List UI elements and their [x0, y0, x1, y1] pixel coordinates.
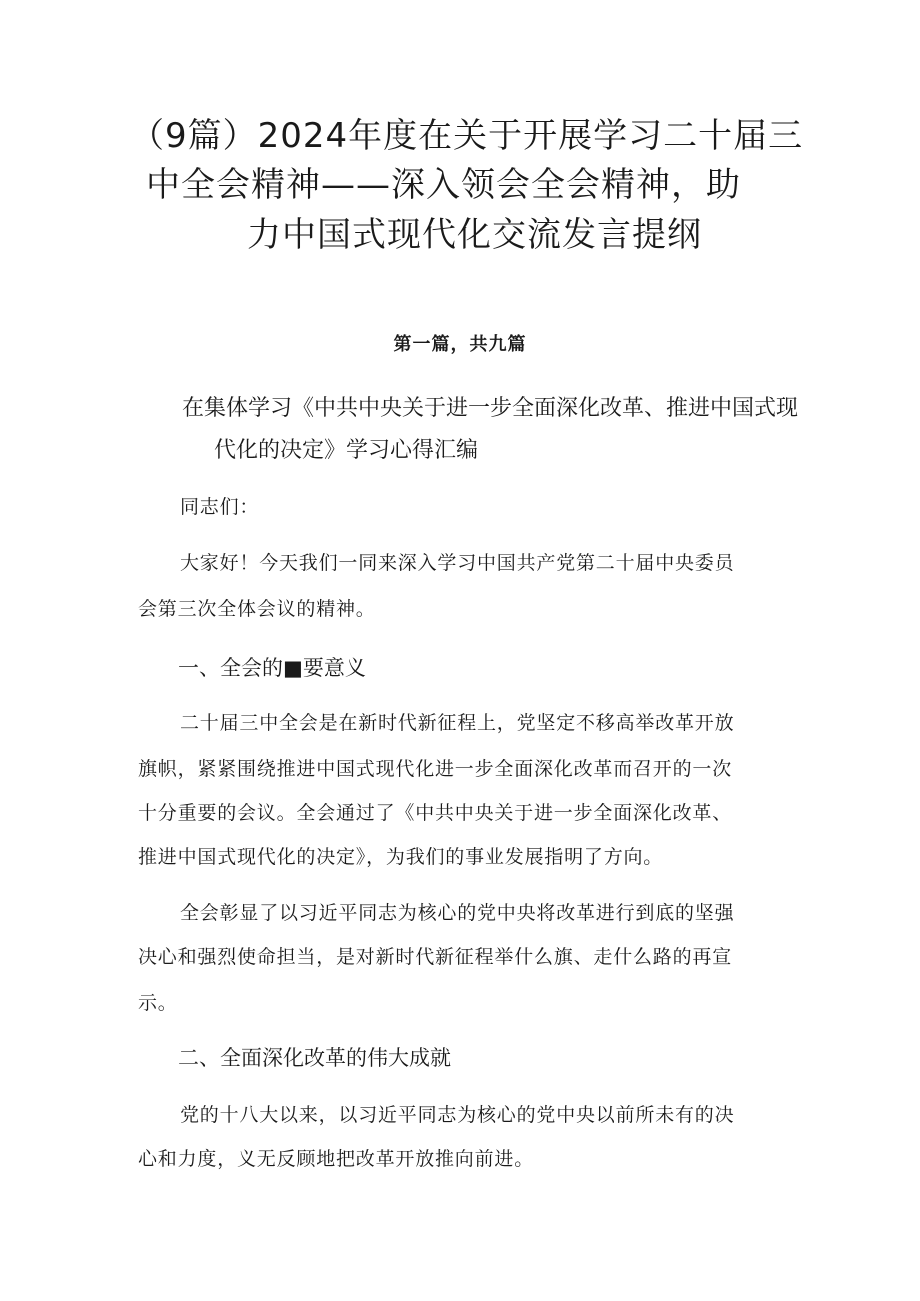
section-1-para-2-line-2: 决心和强烈使命担当，是对新时代新征程举什么旗、走什么路的再宣 — [138, 946, 733, 968]
document-title-line-1: （9篇）2024年度在关于开展学习二十届三 — [130, 116, 804, 156]
section-1-para-1-line-3: 十分重要的会议。全会通过了《中共中央关于进一步全面深化改革、 — [138, 802, 733, 824]
section-1-heading: 一、全会的■要意义 — [178, 656, 366, 680]
section-1-para-1-line-1: 二十届三中全会是在新时代新征程上，党坚定不移高举改革开放 — [180, 712, 735, 734]
section-1-para-2-line-1: 全会彰显了以习近平同志为核心的党中央将改革进行到底的坚强 — [180, 902, 735, 924]
section-1-para-1-line-4: 推进中国式现代化的决定》，为我们的事业发展指明了方向。 — [138, 846, 664, 868]
document-title-line-2: 中全会精神——深入领会全会精神，助 — [146, 165, 741, 205]
section-2-para-1-line-2: 心和力度，义无反顾地把改革开放推向前进。 — [138, 1148, 535, 1170]
section-2-para-1-line-1: 党的十八大以来，以习近平同志为核心的党中央以前所未有的决 — [180, 1104, 735, 1126]
subtitle-line-1: 在集体学习《中共中央关于进一步全面深化改革、推进中国式现 — [182, 396, 799, 421]
subtitle-line-2: 代化的决定》学习心得汇编 — [214, 438, 479, 463]
part-label: 第一篇，共九篇 — [393, 334, 527, 355]
document-title-line-3: 力中国式现代化交流发言提纲 — [247, 215, 702, 255]
section-2-heading: 二、全面深化改革的伟大成就 — [178, 1046, 451, 1070]
intro-line-1: 大家好！今天我们一同来深入学习中国共产党第二十届中央委员 — [180, 552, 735, 574]
intro-line-2: 会第三次全体会议的精神。 — [138, 598, 376, 620]
salutation: 同志们： — [180, 496, 260, 518]
section-1-para-2-line-3: 示。 — [138, 992, 178, 1014]
section-1-para-1-line-2: 旗帜，紧紧围绕推进中国式现代化进一步全面深化改革而召开的一次 — [138, 758, 733, 780]
